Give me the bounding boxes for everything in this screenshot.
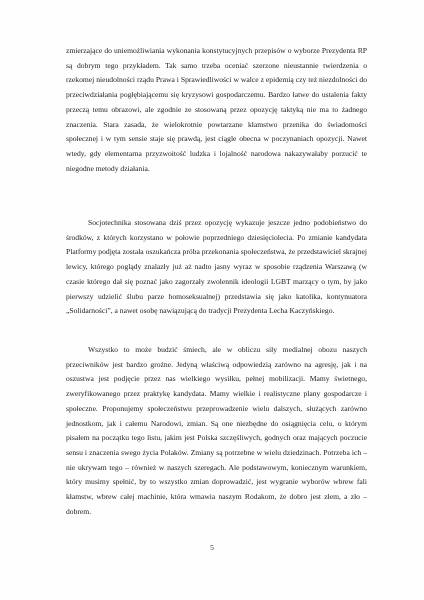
paragraph-continuation: zmierzające do uniemożliwiania wykonania konstytucyjnych przepisów o wyborze Prezydenta RP są dobrym tego przykładem. Tak samo trzeba oceniać szerzone nieustannie twierdzenia o rzekomej nieudolności rządu Prawa i Sprawiedliwości w walce z epidemią czy też niezdolności do przeciwdziałania pogłębiającemu się kryzysowi gospodarczemu. Bardzo łatwe do ustalenia fakty przeczą temu obrazowi, ale zgodnie ze stosowaną przez opozycję taktyką nie ma to żadnego znaczenia. Stara zasada, że wielokrotnie powtarzane kłamstwo przenika do świadomości społecznej i w tym sensie staje się prawdą, jest ciągle obecna w poczynaniach opozycji. Nawet wtedy, gdy elementarna przyzwoitość ludzka i lojalność narodowa nakazywałaby porzucić te niegodne metody działania.: [66, 46, 367, 173]
paragraph-socjotechnika: Socjotechnika stosowana dziś przez opozycję wykazuje jeszcze jedno podobieństwo do środków, z których korzystano w połowie poprzedniego dziesięciolecia. Po zmianie kandydata Platformy podjęta została oszukańcza próba przekonania społeczeństwa, że przedstawiciel skrajnej lewicy, którego poglądy znalazły już aż nadto jasny wyraz w sposobie rządzenia Warszawą (w czasie którego dał się poznać jako zagorzały zwolennik ideologii LGBT marzący o tym, by jako pierwszy udzielić ślubu parze homoseksualnej) przedstawia się jako katolika, kontynuatora „Solidarności”, a nawet osobę nawiązującą do tradycji Prezydenta Lecha Kaczyńskiego.: [66, 218, 367, 316]
paragraph-wszystko: Wszystko to może budzić śmiech, ale w obliczu siły medialnej obozu naszych przeciwników jest bardzo groźne. Jedyną właściwą odpowiedzią zarówno na agresję, jak i na oszustwa jest podjęcie przez nas wielkiego wysiłku, pełnej mobilizacji. Mamy świetnego, zweryfikowanego przez praktykę kandydata. Mamy wielkie i realistyczne plany gospodarcze i społeczne. Proponujemy społeczeństwu przeprowadzenie wielu dalszych, służących zarówno jednostkom, jak i całemu Narodowi, zmian. Są one niezbędne do osiągnięcia celu, o którym pisałem na początku tego listu, jakim jest Polska szczęśliwych, godnych oraz mających poczucie sensu i znaczenia swego życia Polaków. Zmiany są potrzebne w wielu dziedzinach. Potrzeba ich – nie ukrywam tego – również w naszych szeregach. Ale podstawowym, koniecznym warunkiem, który musimy spełnić, by to wszystko zmian doprowadzić, jest wygranie wyborów wbrew fali kłamstw, wbrew całej machinie, która wmawia naszym Rodakom, że dobro jest złem, a zło – dobrem.: [66, 345, 367, 516]
page-number: 5: [210, 543, 214, 552]
